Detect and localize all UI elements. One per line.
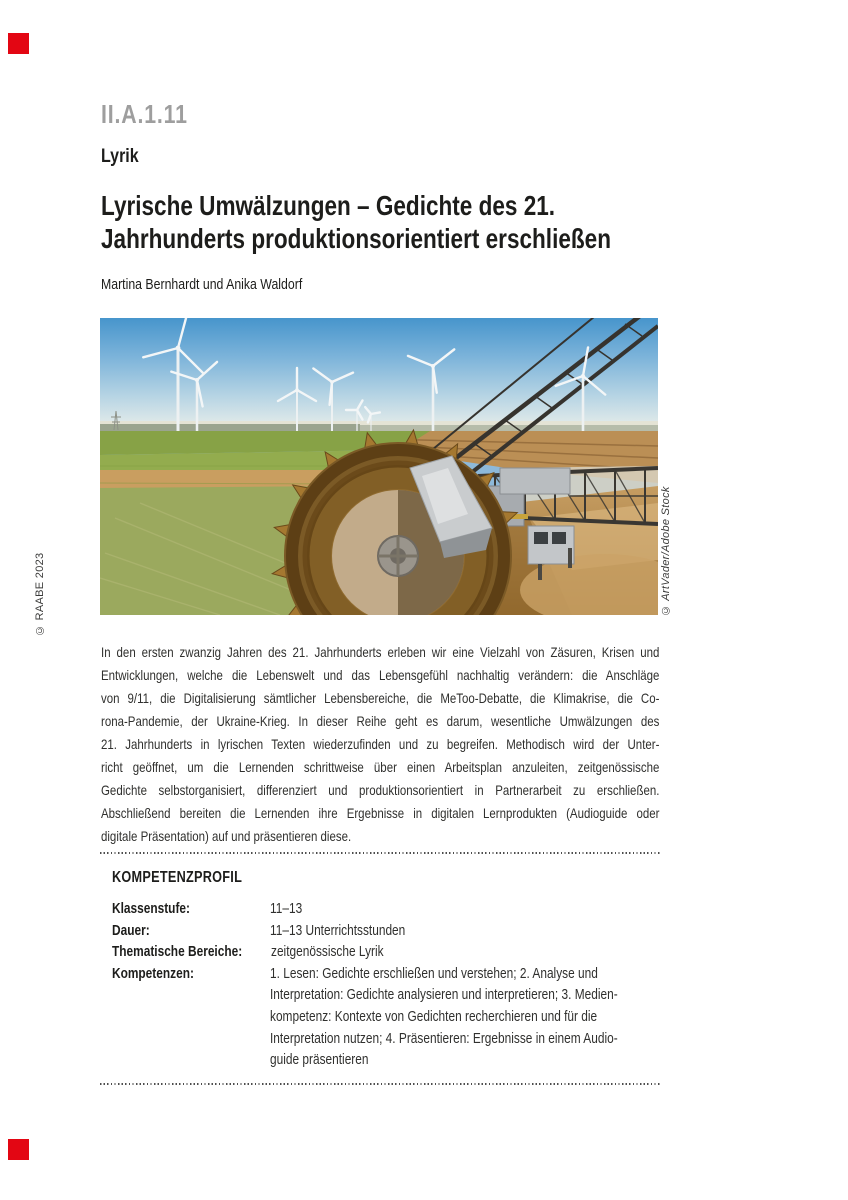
profile-rows — [112, 899, 652, 1072]
profile-heading: KOMPETENZPROFIL — [112, 869, 243, 886]
profile-value-line: guide präsentieren — [270, 1052, 369, 1069]
intro-line: Entwicklungen, welche die Lebenswelt und das Lebensgefühl nachhaltig verändern: die Anschläge — [101, 667, 660, 683]
intro-line: digitale Präsentation) auf und präsentieren diese. — [101, 828, 352, 844]
red-corner-mark-bottom — [8, 1139, 29, 1160]
profile-row-value — [270, 921, 652, 943]
dotted-divider-top — [100, 852, 661, 854]
profile-row — [112, 942, 652, 964]
profile-row-value — [270, 899, 652, 921]
dotted-divider-bottom — [100, 1083, 661, 1085]
intro-line: rona-Pandemie, der Ukraine-Krieg. In dieser Reihe geht es darum, wesentliche Umwälzungen des — [101, 713, 660, 729]
intro-paragraph — [101, 641, 782, 848]
red-corner-mark-top — [8, 33, 29, 54]
profile-row-label: Dauer: — [112, 922, 150, 939]
section-code: II.A.1.11 — [101, 99, 188, 129]
intro-line: Abschließend bereiten die Lernenden ihre Ergebnisse in digitalen Lernprodukten (Audioguide oder — [101, 805, 660, 821]
profile-row-value — [270, 964, 694, 1072]
photo-treeline — [100, 424, 360, 431]
profile-row-value — [271, 942, 652, 964]
photo-credit: © ArtVader/Adobe Stock — [660, 486, 672, 616]
competence-profile-box — [100, 852, 661, 1085]
profile-value-line: zeitgenössische Lyrik — [270, 944, 384, 961]
page-title-line2: Jahrhunderts produktionsorientiert erschließen — [101, 223, 611, 254]
profile-value-line: kompetenz: Kontexte von Gedichten recherchieren und für die — [270, 1008, 598, 1025]
intro-line: von 9/11, die Digitalisierung sämtlicher Lebensbereiche, die MeToo-Debatte, die Klimakrise, die Co- — [101, 690, 660, 706]
profile-row-label: Kompetenzen: — [112, 965, 194, 982]
authors-line: Martina Bernhardt und Anika Waldorf — [101, 276, 303, 293]
profile-row — [112, 964, 652, 1072]
profile-row — [112, 899, 652, 921]
intro-line: In den ersten zwanzig Jahren des 21. Jahrhunderts erleben wir eine Vielzahl von Zäsuren, Krisen und — [101, 644, 660, 660]
profile-value-line: 11–13 Unterrichtsstunden — [270, 922, 406, 939]
profile-value-line: Interpretation nutzen; 4. Präsentieren: Ergebnisse in einem Audio- — [270, 1030, 618, 1047]
intro-line: Gedichte selbstorganisiert, differenziert und produktionsorientiert in Partnerarbeit zu erschließen. — [101, 782, 660, 798]
intro-line: richt geöffnet, um die Lernenden schrittweise über einen Arbeitsplan anzuleiten, zeitgenössische — [101, 759, 660, 775]
profile-row-label: Klassenstufe: — [112, 901, 190, 917]
page-title — [101, 189, 723, 255]
category-label: Lyrik — [101, 145, 139, 167]
profile-row-label: Thematische Bereiche: — [112, 944, 243, 961]
page-title-line1: Lyrische Umwälzungen – Gedichte des 21. — [101, 190, 556, 221]
publisher-credit: © RAABE 2023 — [34, 552, 46, 636]
profile-value-line: Interpretation: Gedichte analysieren und interpretieren; 3. Medien- — [270, 987, 618, 1004]
intro-line: 21. Jahrhunderts in lyrischen Texten wiederzufinden und zu begreifen. Methodisch wird der Unter- — [101, 736, 660, 752]
article-photo — [100, 318, 658, 615]
profile-value-line: 11–13 — [270, 901, 303, 917]
profile-row — [112, 921, 652, 943]
profile-value-line: 1. Lesen: Gedichte erschließen und verstehen; 2. Analyse und — [270, 965, 598, 982]
